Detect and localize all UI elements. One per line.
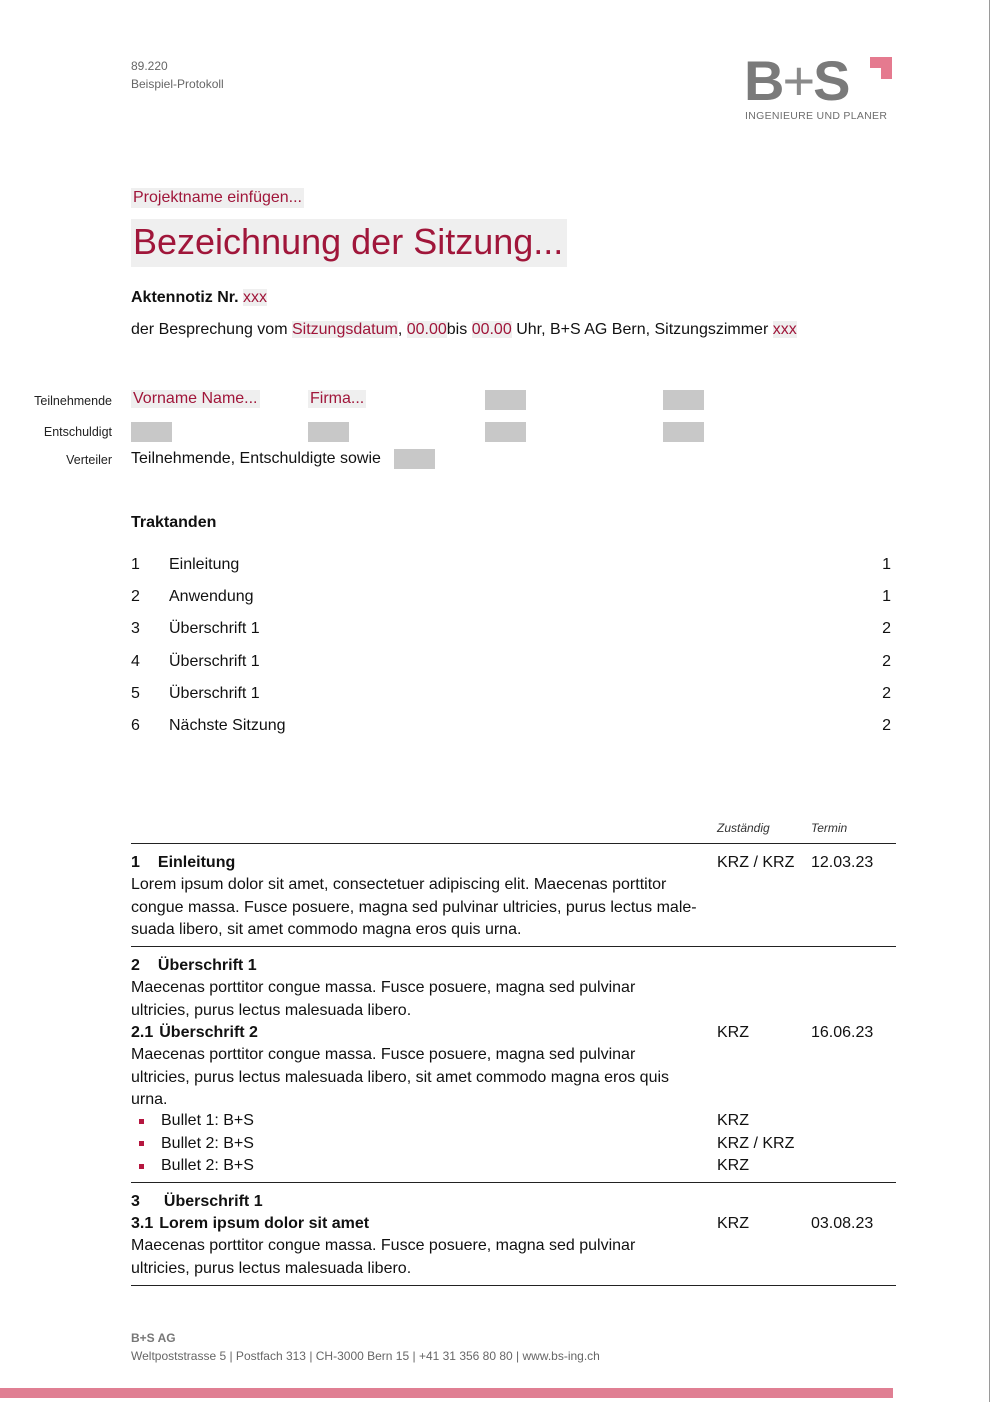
toc-item[interactable]: 6 Nächste Sitzung 2 <box>131 717 891 734</box>
section-2-heading: 2 Überschrift 1 <box>131 957 257 974</box>
section-3-1-text: Maecenas porttitor congue massa. Fusce posuere, magna sed pulvinar ultricies, purus lectus malesuada libero. <box>131 1237 636 1277</box>
comma: , <box>397 321 403 338</box>
project-name-field[interactable]: Projektname einfügen... <box>133 189 302 206</box>
besprechung-line <box>131 321 797 339</box>
section-3-1-heading: 3.1 Lorem ipsum dolor sit amet <box>131 1215 370 1232</box>
toc-item[interactable]: 4 Überschrift 1 2 <box>131 653 891 670</box>
footer-brand-bar <box>0 1388 893 1398</box>
participant-empty-field[interactable] <box>663 390 704 410</box>
participant-firma-field[interactable]: Firma... <box>310 390 365 407</box>
toc-item[interactable]: 2 Anwendung 1 <box>131 588 891 605</box>
time-to-field[interactable]: 00.00 <box>471 321 512 338</box>
aktennotiz-number-field[interactable]: xxx <box>243 289 268 306</box>
bullet-marker-icon <box>139 1119 144 1124</box>
traktanden-heading: Traktanden <box>131 514 217 531</box>
section-1-heading: 1 Einleitung <box>131 854 236 871</box>
section-3-1-date: 03.08.23 <box>811 1215 874 1232</box>
verteiler-label: Verteiler <box>66 453 112 467</box>
section-2-1-responsible: KRZ <box>717 1024 749 1041</box>
toc-item[interactable]: 1 Einleitung 1 <box>131 556 891 573</box>
bullet-marker-icon <box>139 1141 144 1146</box>
column-header-termin: Termin <box>811 821 848 835</box>
bullet-responsible: KRZ / KRZ <box>717 1135 795 1152</box>
section-1-text: Lorem ipsum dolor sit amet, consectetuer adipiscing elit. Maecenas porttitor congue massa. Fusce posuere, magna sed pulvinar ultricies, purus lectus male- suada libero, sit amet commodo magna eros quis urna. <box>131 876 697 938</box>
meeting-title-field[interactable]: Bezeichnung der Sitzung... <box>131 219 567 267</box>
entschuldigt-empty-field[interactable] <box>308 422 349 442</box>
section-1-date: 12.03.23 <box>811 854 874 871</box>
company-logo <box>744 49 894 124</box>
bullet-item: Bullet 1: B+S <box>161 1112 254 1129</box>
entschuldigt-label: Entschuldigt <box>43 425 112 439</box>
time-from-field[interactable]: 00.00 <box>406 321 447 338</box>
section-2-text: Maecenas porttitor congue massa. Fusce posuere, magna sed pulvinar ultricies, purus lectus malesuada libero. <box>131 979 636 1019</box>
bullet-responsible: KRZ <box>717 1157 749 1174</box>
entschuldigt-empty-field[interactable] <box>485 422 526 442</box>
aktennotiz-label: Aktennotiz Nr. <box>131 289 239 306</box>
footer-company: B+S AG <box>131 1331 176 1345</box>
page-edge <box>989 0 990 1402</box>
document-reference <box>131 57 224 93</box>
besprechung-prefix: der Besprechung vom <box>131 321 288 338</box>
meeting-date-field[interactable]: Sitzungsdatum <box>291 321 398 338</box>
entschuldigt-empty-field[interactable] <box>131 422 172 442</box>
section-2-1-text: Maecenas porttitor congue massa. Fusce posuere, magna sed pulvinar ultricies, purus lectus malesuada libero, sit amet commodo magna eros quis urna. <box>131 1046 670 1108</box>
bullet-item: Bullet 2: B+S <box>161 1157 254 1174</box>
section-3-1-responsible: KRZ <box>717 1215 749 1232</box>
entschuldigt-empty-field[interactable] <box>663 422 704 442</box>
bullet-item: Bullet 2: B+S <box>161 1135 254 1152</box>
table-divider <box>131 946 896 947</box>
doc-type: Beispiel-Protokoll <box>131 77 224 91</box>
logo-plus: + <box>782 49 814 112</box>
logo-subtitle: INGENIEURE UND PLANER <box>745 110 888 122</box>
logo-letter-b: B <box>744 49 783 112</box>
table-divider <box>131 843 896 844</box>
logo-letter-s: S <box>813 49 849 112</box>
verteiler-empty-field[interactable] <box>394 449 435 469</box>
aktennotiz-line <box>131 289 267 307</box>
bullet-marker-icon <box>139 1164 144 1169</box>
toc-item[interactable]: 5 Überschrift 1 2 <box>131 685 891 702</box>
section-2-1-heading: 2.1 Überschrift 2 <box>131 1024 258 1041</box>
table-divider <box>131 1285 896 1286</box>
footer-address: Weltpoststrasse 5 | Postfach 313 | CH-3000 Bern 15 | +41 31 356 80 80 | www.bs-ing.ch <box>131 1349 600 1363</box>
verteiler-text: Teilnehmende, Entschuldigte sowie <box>131 450 381 467</box>
participant-empty-field[interactable] <box>485 390 526 410</box>
room-field[interactable]: xxx <box>772 321 797 338</box>
besprechung-suffix: Uhr, B+S AG Bern, Sitzungszimmer <box>516 321 769 338</box>
section-2-1-date: 16.06.23 <box>811 1024 874 1041</box>
logo-corner-icon <box>870 57 892 79</box>
teilnehmende-label: Teilnehmende <box>34 394 112 408</box>
table-divider <box>131 1182 896 1183</box>
doc-number: 89.220 <box>131 59 168 73</box>
column-header-zustaendig: Zuständig <box>717 821 770 835</box>
section-3-heading: 3 Überschrift 1 <box>131 1193 263 1210</box>
bis-label: bis <box>446 321 468 338</box>
participant-name-field[interactable]: Vorname Name... <box>133 390 258 407</box>
section-1-responsible: KRZ / KRZ <box>717 854 795 871</box>
toc-item[interactable]: 3 Überschrift 1 2 <box>131 620 891 637</box>
bullet-responsible: KRZ <box>717 1112 749 1129</box>
